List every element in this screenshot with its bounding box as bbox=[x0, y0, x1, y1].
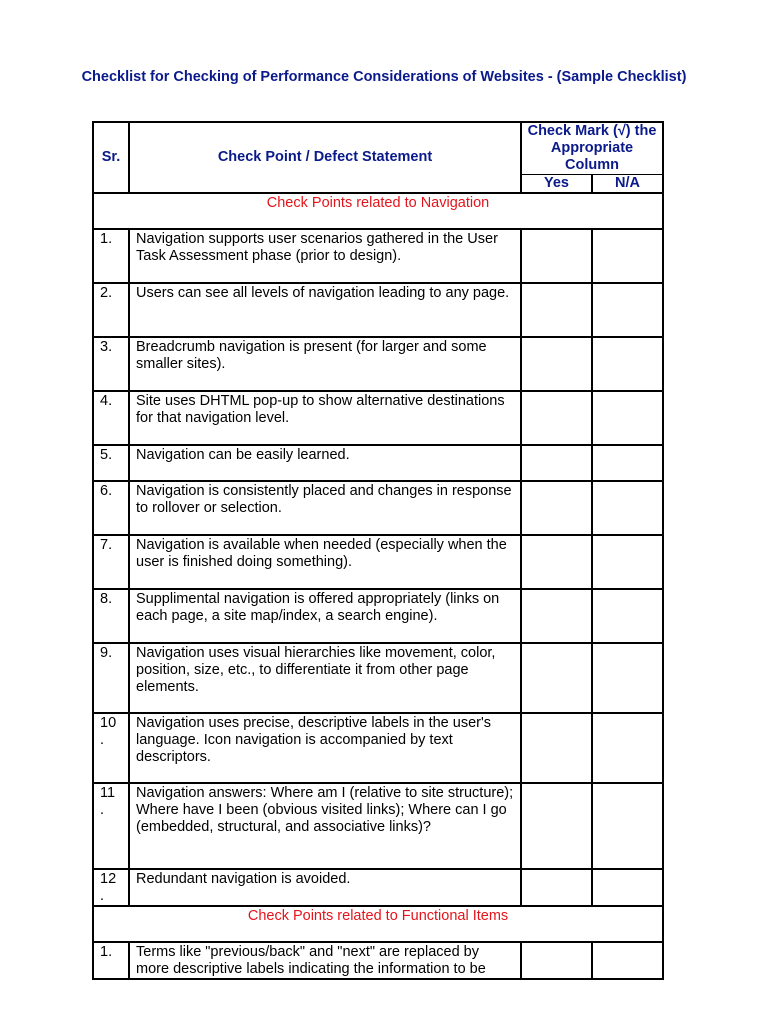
yes-checkbox-cell[interactable] bbox=[521, 337, 592, 391]
checklist-row bbox=[93, 229, 663, 283]
yes-checkbox-cell[interactable] bbox=[521, 783, 592, 869]
checklist-row bbox=[93, 643, 663, 713]
yes-checkbox-cell[interactable] bbox=[521, 283, 592, 337]
serial-number: 1. bbox=[93, 942, 129, 979]
na-checkbox-cell[interactable] bbox=[592, 535, 663, 589]
check-point-text: Breadcrumb navigation is present (for larger and some smaller sites). bbox=[129, 337, 521, 391]
checklist-row bbox=[93, 391, 663, 445]
serial-number: 4. bbox=[93, 391, 129, 445]
serial-number: 11 . bbox=[93, 783, 129, 869]
serial-number: 5. bbox=[93, 445, 129, 481]
serial-number: 12 . bbox=[93, 869, 129, 906]
na-checkbox-cell[interactable] bbox=[592, 942, 663, 979]
serial-number: 2. bbox=[93, 283, 129, 337]
na-checkbox-cell[interactable] bbox=[592, 391, 663, 445]
serial-number: 1. bbox=[93, 229, 129, 283]
na-checkbox-cell[interactable] bbox=[592, 445, 663, 481]
header-sr: Sr. bbox=[93, 122, 129, 193]
checklist-table bbox=[92, 121, 664, 980]
section-heading: Check Points related to Functional Items bbox=[93, 906, 663, 942]
checklist-row bbox=[93, 283, 663, 337]
na-checkbox-cell[interactable] bbox=[592, 713, 663, 783]
yes-checkbox-cell[interactable] bbox=[521, 589, 592, 643]
checklist-row bbox=[93, 869, 663, 906]
checklist-row bbox=[93, 535, 663, 589]
check-point-text: Navigation is consistently placed and changes in response to rollover or selection. bbox=[129, 481, 521, 535]
na-checkbox-cell[interactable] bbox=[592, 337, 663, 391]
header-row-top bbox=[93, 122, 663, 175]
checklist-row bbox=[93, 713, 663, 783]
check-point-text: Navigation is available when needed (especially when the user is finished doing something). bbox=[129, 535, 521, 589]
header-yes: Yes bbox=[521, 175, 592, 194]
checklist-row bbox=[93, 942, 663, 979]
serial-number: 3. bbox=[93, 337, 129, 391]
yes-checkbox-cell[interactable] bbox=[521, 229, 592, 283]
yes-checkbox-cell[interactable] bbox=[521, 445, 592, 481]
check-point-text: Navigation uses precise, descriptive labels in the user's language. Icon navigation is accompanied by text descriptors. bbox=[129, 713, 521, 783]
na-checkbox-cell[interactable] bbox=[592, 481, 663, 535]
check-point-text: Navigation supports user scenarios gathered in the User Task Assessment phase (prior to design). bbox=[129, 229, 521, 283]
checklist-row bbox=[93, 445, 663, 481]
check-point-text: Terms like "previous/back" and "next" are replaced by more descriptive labels indicating the information to be bbox=[129, 942, 521, 979]
yes-checkbox-cell[interactable] bbox=[521, 391, 592, 445]
checklist-row bbox=[93, 481, 663, 535]
checklist-body bbox=[93, 122, 663, 979]
yes-checkbox-cell[interactable] bbox=[521, 869, 592, 906]
serial-number: 7. bbox=[93, 535, 129, 589]
yes-checkbox-cell[interactable] bbox=[521, 535, 592, 589]
yes-checkbox-cell[interactable] bbox=[521, 713, 592, 783]
check-point-text: Redundant navigation is avoided. bbox=[129, 869, 521, 906]
serial-number: 6. bbox=[93, 481, 129, 535]
na-checkbox-cell[interactable] bbox=[592, 229, 663, 283]
na-checkbox-cell[interactable] bbox=[592, 783, 663, 869]
section-heading-row bbox=[93, 906, 663, 942]
serial-number: 9. bbox=[93, 643, 129, 713]
header-check-point: Check Point / Defect Statement bbox=[129, 122, 521, 193]
serial-number: 10 . bbox=[93, 713, 129, 783]
check-point-text: Users can see all levels of navigation leading to any page. bbox=[129, 283, 521, 337]
check-point-text: Site uses DHTML pop-up to show alternative destinations for that navigation level. bbox=[129, 391, 521, 445]
check-point-text: Navigation can be easily learned. bbox=[129, 445, 521, 481]
header-na: N/A bbox=[592, 175, 663, 194]
check-point-text: Navigation answers: Where am I (relative to site structure); Where have I been (obvious visited links); Where can I go (embedded, structural, and associative links)? bbox=[129, 783, 521, 869]
na-checkbox-cell[interactable] bbox=[592, 589, 663, 643]
document-title: Checklist for Checking of Performance Considerations of Websites - (Sample Checklist) bbox=[81, 69, 687, 85]
check-point-text: Navigation uses visual hierarchies like movement, color, position, size, etc., to differentiate it from other page elements. bbox=[129, 643, 521, 713]
checklist-row bbox=[93, 783, 663, 869]
checklist-row bbox=[93, 337, 663, 391]
yes-checkbox-cell[interactable] bbox=[521, 481, 592, 535]
serial-number: 8. bbox=[93, 589, 129, 643]
na-checkbox-cell[interactable] bbox=[592, 643, 663, 713]
yes-checkbox-cell[interactable] bbox=[521, 643, 592, 713]
check-point-text: Supplimental navigation is offered appropriately (links on each page, a site map/index, a search engine). bbox=[129, 589, 521, 643]
na-checkbox-cell[interactable] bbox=[592, 283, 663, 337]
section-heading-row bbox=[93, 193, 663, 229]
yes-checkbox-cell[interactable] bbox=[521, 942, 592, 979]
section-heading: Check Points related to Navigation bbox=[93, 193, 663, 229]
na-checkbox-cell[interactable] bbox=[592, 869, 663, 906]
checklist-row bbox=[93, 589, 663, 643]
header-check-mark: Check Mark (√) the Appropriate Column bbox=[521, 122, 663, 175]
